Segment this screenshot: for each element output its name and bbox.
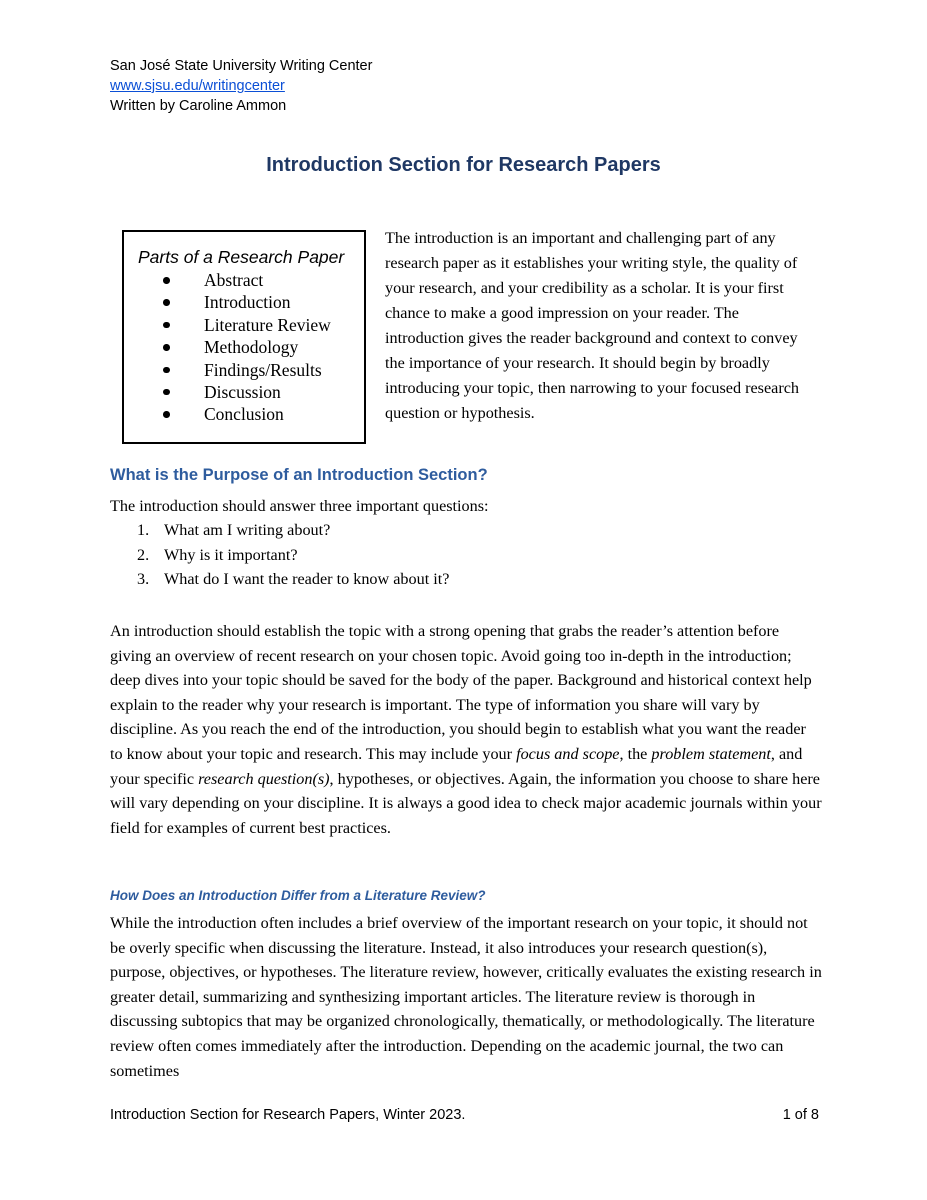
questions-lead: The introduction should answer three important questions: bbox=[110, 497, 489, 515]
section-heading-purpose: What is the Purpose of an Introduction Section? bbox=[110, 466, 488, 484]
purpose-paragraph: An introduction should establish the topic with a strong opening that grabs the reader’s attention before giving an overview of recent research on your chosen topic. Avoid going too in-depth in the introduction; deep dives into your topic should be saved for the body of the paper. Background and historical context help explain to the reader why your research is important. The type of information you share will vary by discipline. As you reach the end of the introduction, you should begin to establish what you want the reader to know about your topic and research. This may include your focus and scope, the problem statement, and your specific research question(s), hypotheses, or objectives. Again, the information you choose to share here will vary depending on your discipline. It is always a good idea to check major academic journals within your field for examples of current best practices. bbox=[110, 622, 822, 837]
research-paper-parts-figure: Parts of a Research Paper Abstract Introduction Literature Review Methodology Findings/Results Discussion Conclusion bbox=[122, 230, 366, 444]
section-heading-lit-review: How Does an Introduction Differ from a Literature Review? bbox=[110, 888, 486, 903]
document-header bbox=[110, 56, 372, 116]
footer-title: Introduction Section for Research Papers, Winter 2023. bbox=[110, 1107, 466, 1123]
page-number: 1 of 8 bbox=[782, 1107, 819, 1123]
document-page: San José State University Writing Center www.sjsu.edu/writingcenter Written by Caroline Ammon Introduction Section for Research Papers Parts of a Research Paper Abstract Introduction Literature Review Methodology Findings/Results Discussion Conclusion The introduction is an important and challenging part of any research paper as it establishes your writing style, the quality of your research, and your credibility as a scholar. It is your first chance to make a good impression on your reader. The introduction gives the reader background and context to convey the importance of your research. It should begin by broadly introducing your topic, then narrowing to your focused research question or hypothesis. What is the Purpose of an Introduction Section? The introduction should answer three important questions: 1. What am I writing about? 2. Why is it important? 3. What do I want the reader to know about it? An introduction should establish the topic with a strong opening that grabs the reader’s attention before giving an overview of recent research on your chosen topic. Avoid going too in-depth in the introduction; deep dives into your topic should be saved for the body of the paper. Background and historical context help explain to the reader why your research is important. The type of information you share will vary by discipline. As you reach the end of the introduction, you should begin to establish what you want the reader to know about your topic and research. This may include your focus and scope, the problem statement, and your specific research question(s), hypotheses, or objectives. Again, the information you choose to share here will vary depending on your discipline. It is always a good idea to check major academic journals within your field for examples of current best practices. How Does an Introduction Differ from a Literature Review? While the introduction often includes a brief overview of the important research on your topic, it should not be overly specific when discussing the literature. Instead, it also introduces your research question(s), purpose, objectives, or hypotheses. The literature review, however, critically evaluates the existing research in greater detail, summarizing and synthesizing important articles. The literature review is thorough in discussing subtopics that may be organized chronologically, thematically, or methodologically. The literature review often comes immediately after the introduction. Depending on the academic journal, the two can sometimes Introduction Section for Research Papers, Winter 2023. 1 of 8 bbox=[0, 0, 927, 1200]
bullet-icon bbox=[163, 389, 170, 396]
bullet-icon bbox=[163, 344, 170, 351]
writing-center-link[interactable]: www.sjsu.edu/writingcenter bbox=[110, 78, 285, 94]
research-questions-emphasis: research question(s) bbox=[198, 769, 330, 788]
bullet-icon bbox=[163, 299, 170, 306]
intro-paragraph: The introduction is an important and challenging part of any research paper as it establishes your writing style, the quality of your research, and your credibility as a scholar. It is your first chance to make a good impression on your reader. The introduction gives the reader background and context to convey the importance of your research. It should begin by broadly introducing your topic, then narrowing to your focused research question or hypothesis. bbox=[385, 229, 800, 422]
header-author: Written by Caroline Ammon bbox=[110, 98, 287, 114]
page-title: Introduction Section for Research Papers bbox=[266, 154, 661, 176]
focus-scope-emphasis: focus and scope bbox=[516, 744, 620, 763]
bullet-icon bbox=[163, 367, 170, 374]
header-org: San José State University Writing Center bbox=[110, 58, 373, 74]
bullet-icon bbox=[163, 322, 170, 329]
bullet-icon bbox=[163, 411, 170, 418]
bullet-icon bbox=[163, 277, 170, 284]
problem-statement-emphasis: problem statement bbox=[651, 744, 771, 763]
lit-review-paragraph: While the introduction often includes a brief overview of the important research on your topic, it should not be overly specific when discussing the literature. Instead, it also introduces your research question(s), purpose, objectives, or hypotheses. The literature review, however, critically evaluates the existing research in greater detail, summarizing and synthesizing important articles. The literature review is thorough in discussing subtopics that may be organized chronologically, thematically, or methodologically. The literature review often comes immediately after the introduction. Depending on the academic journal, the two can sometimes bbox=[110, 914, 822, 1080]
figure-title: Parts of a Research Paper bbox=[138, 247, 345, 267]
